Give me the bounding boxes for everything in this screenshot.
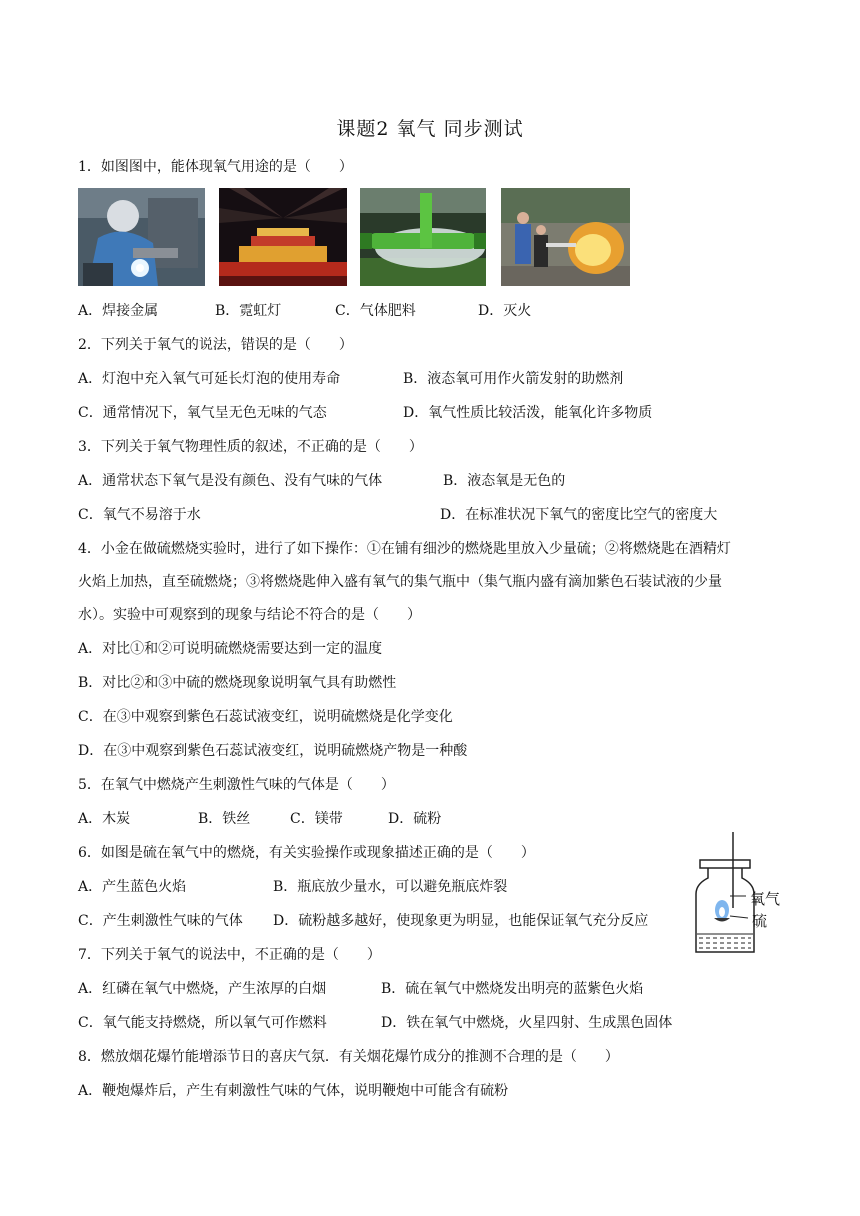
fire-extinguishing-photo (501, 188, 630, 286)
question-4-stem-line-1: 4．小金在做硫燃烧实验时，进行了如下操作：①在铺有细沙的燃烧匙里放入少量硫；②将燃烧匙在酒精灯 (78, 541, 731, 557)
q6-option-d: D．硫粉越多越好，使现象更为明显，也能保证氧气充分反应 (273, 913, 649, 929)
q4-option-d: D．在③中观察到紫色石蕊试液变红，说明硫燃烧产物是一种酸 (78, 743, 468, 759)
q3-option-b: B．液态氧是无色的 (443, 473, 566, 489)
welding-photo (78, 188, 205, 286)
q7-option-c: C．氧气能支持燃烧，所以氧气可作燃料 (78, 1015, 327, 1031)
q7-option-a: A．红磷在氧气中燃烧，产生浓厚的白烟 (78, 981, 327, 997)
question-7-stem: 7．下列关于氧气的说法中，不正确的是（ ） (78, 947, 381, 963)
question-6-stem: 6．如图是硫在氧气中的燃烧，有关实验操作或现象描述正确的是（ ） (78, 845, 535, 861)
neon-light-photo (219, 188, 347, 286)
q4-option-c: C．在③中观察到紫色石蕊试液变红，说明硫燃烧是化学变化 (78, 709, 453, 725)
q4-option-a: A．对比①和②可说明硫燃烧需要达到一定的温度 (78, 641, 383, 657)
question-4-stem-line-3: 水）。实验中可观察到的现象与结论不符合的是（ ） (78, 607, 421, 623)
q2-option-c: C．通常情况下，氧气呈无色无味的气态 (78, 405, 327, 421)
question-8-stem: 8．燃放烟花爆竹能增添节日的喜庆气氛．有关烟花爆竹成分的推测不合理的是（ ） (78, 1049, 619, 1065)
q3-option-d: D．在标准状况下氧气的密度比空气的密度大 (440, 507, 718, 523)
q6-option-b: B．瓶底放少量水，可以避免瓶底炸裂 (273, 879, 508, 895)
question-3-stem: 3．下列关于氧气物理性质的叙述，不正确的是（ ） (78, 439, 423, 455)
q8-option-a: A．鞭炮爆炸后，产生有刺激性气味的气体，说明鞭炮中可能含有硫粉 (78, 1083, 509, 1099)
q1-option-c: C．气体肥料 (335, 303, 416, 319)
question-4-stem-line-2: 火焰上加热，直至硫燃烧；③将燃烧匙伸入盛有氧气的集气瓶中（集气瓶内盛有滴加紫色石装试液的少量 (78, 574, 722, 590)
q5-option-d: D．硫粉 (388, 811, 442, 827)
q7-option-d: D．铁在氧气中燃烧，火星四射、生成黑色固体 (381, 1015, 673, 1031)
sulfur-combustion-flask-figure (690, 830, 790, 958)
q2-option-b: B．液态氧可用作火箭发射的助燃剂 (403, 371, 624, 387)
q1-option-d: D．灭火 (478, 303, 532, 319)
q1-option-b: B．霓虹灯 (215, 303, 282, 319)
q5-option-c: C．镁带 (290, 811, 343, 827)
q1-option-a: A．焊接金属 (78, 303, 159, 319)
q2-option-d: D．氧气性质比较活泼，能氧化许多物质 (403, 405, 653, 421)
page-title: 课题2 氧气 同步测试 (336, 118, 524, 140)
q4-option-b: B．对比②和③中硫的燃烧现象说明氧气具有助燃性 (78, 675, 397, 691)
q3-option-a: A．通常状态下氧气是没有颜色、没有气味的气体 (78, 473, 383, 489)
q3-option-c: C．氧气不易溶于水 (78, 507, 201, 523)
q6-option-c: C．产生刺激性气味的气体 (78, 913, 243, 929)
q6-option-a: A．产生蓝色火焰 (78, 879, 187, 895)
q5-option-b: B．铁丝 (198, 811, 251, 827)
q7-option-b: B．硫在氧气中燃烧发出明亮的蓝紫色火焰 (381, 981, 644, 997)
q2-option-a: A．灯泡中充入氧气可延长灯泡的使用寿命 (78, 371, 341, 387)
q5-option-a: A．木炭 (78, 811, 131, 827)
question-2-stem: 2．下列关于氧气的说法，错误的是（ ） (78, 337, 353, 353)
flask-label-oxygen: 氧气 (750, 890, 781, 908)
gas-fertilizer-photo (360, 188, 486, 286)
question-5-stem: 5．在氧气中燃烧产生刺激性气味的气体是（ ） (78, 777, 395, 793)
flask-label-sulfur: 硫 (752, 912, 768, 930)
question-1-stem: 1．如图图中，能体现氧气用途的是（ ） (78, 159, 353, 175)
